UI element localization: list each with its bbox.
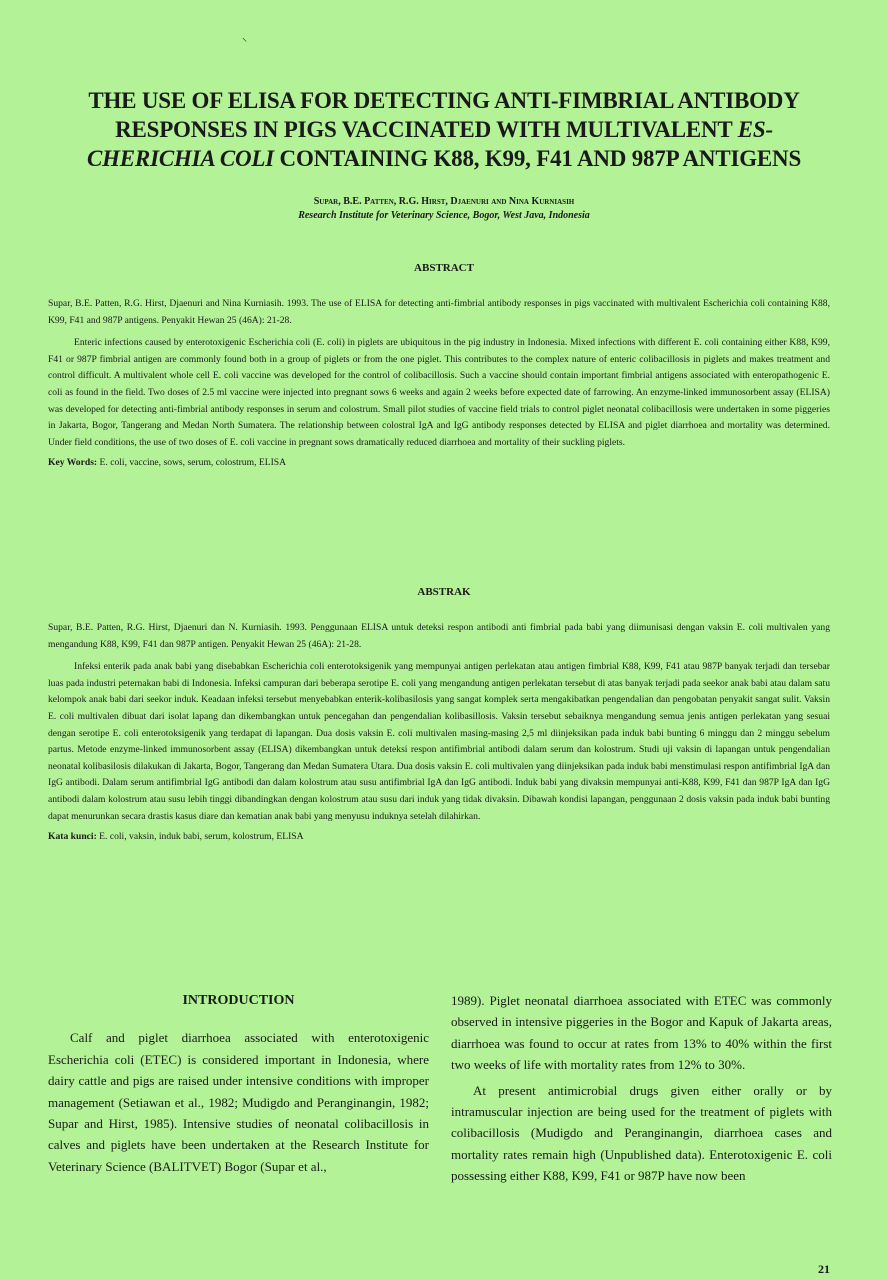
- title-line-3-italic: CHERICHIA COLI: [86, 146, 274, 171]
- abstract-body: Enteric infections caused by enterotoxigenic Escherichia coli (E. coli) in piglets are ubiquitous in the pig industry in Indonesia. Mixed infections with different E. coli containing either K88, K99, F41 or 987P fimbrial antigen are commonly found both in a group of piglets or from the one piglet. This contributes to the complex nature of enteric colibacillosis in piglets and makes treatment and control difficult. A multivalent whole cell E. coli vaccine was developed for the control of colibacillosis. Such a vaccine should contain important fimbrial antigens associated with enteropathogenic E. coli as found in the field. Two doses of 2.5 ml vaccine were injected into pregnant sows 6 weeks and again 2 weeks before expected date of farrowing. An enzyme-linked immunosorbent assay (ELISA) was developed for detecting anti-fimbrial antibody responses in serum and colostrum. Small pilot studies of vaccine field trials to control piglet neonatal colibacillosis were undertaken in some piggeries in Jakarta, Bogor, Tangerang and Medan North Sumatera. The relationship between colostral IgA and IgG antibody responses detected by ELISA and piglet diarrhoea and mortality was determined. Under field conditions, the use of two doses of E. coli vaccine in pregnant sows dramatically reduced diarrhoea and mortality of their suckling piglets.: [48, 337, 830, 448]
- introduction-heading: INTRODUCTION: [182, 993, 295, 1008]
- kata-kunci-text: E. coli, vaksin, induk babi, serum, kolostrum, ELISA: [96, 831, 304, 843]
- intro-right-column: [451, 990, 832, 1187]
- kata-kunci-label: Kata kunci:: [48, 831, 97, 843]
- authors: Supar, B.E. Patten, R.G. Hirst, Djaenuri and Nina Kurniasih: [313, 196, 575, 207]
- keywords-text: E. coli, vaccine, sows, serum, colostrum, ELISA: [97, 457, 287, 469]
- abstrak-citation: Supar, B.E. Patten, R.G. Hirst, Djaenuri dan N. Kurniasih. 1993. Penggunaan ELISA untuk deteksi respon antibodi anti fimbrial pada babi yang diimunisasi dengan vaksin E. coli multivalen yang mengandung K88, K99, F41 dan 987P antigen. Penyakit Hewan 25 (46A): 21-28.: [48, 622, 830, 650]
- title-line-2-text: RESPONSES IN PIGS VACCINATED WITH MULTIVALENT: [115, 117, 738, 142]
- intro-paragraph-1: Calf and piglet diarrhoea associated with enterotoxigenic Escherichia coli (ETEC) is considered important in Indonesia, where dairy cattle and pigs are raised under intensive conditions with improper management (Setiawan et al., 1982; Mudigdo and Peranginangin, 1982; Supar and Hirst, 1985). Intensive studies of neonatal colibacillosis in calves and piglets have been undertaken at the Research Institute for Veterinary Science (BALITVET) Bogor (Supar et al.,: [48, 1030, 429, 1174]
- abstract-citation: Supar, B.E. Patten, R.G. Hirst, Djaenuri and Nina Kurniasih. 1993. The use of ELISA for detecting anti-fimbrial antibody responses in pigs vaccinated with multivalent Escherichia coli containing K88, K99, F41 and 987P antigens. Penyakit Hewan 25 (46A): 21-28.: [48, 298, 830, 326]
- title-line-2: [40, 115, 848, 144]
- intro-left-column: [48, 990, 429, 1177]
- abstract-heading: ABSTRACT: [414, 262, 474, 274]
- intro-paragraph-3: At present antimicrobial drugs given either orally or by intramuscular injection are being used for the treatment of piglets with colibacillosis (Mudigdo and Peranginangin, diarrhoea cases and mortality rates remain high (Unpublished data). Enterotoxigenic E. coli possessing either K88, K99, F41 or 987P have now been: [451, 1082, 832, 1184]
- abstrak-heading: ABSTRAK: [417, 586, 471, 598]
- abstrak-body: Infeksi enterik pada anak babi yang disebabkan Escherichia coli enterotoksigenik yang mempunyai antigen perlekatan atau antigen fimbrial K88, K99, F41 atau 987P banyak terjadi dan tersebar luas pada industri peternakan babi di Indonesia. Infeksi campuran dari beberapa serotipe E. coli yang mengandung antigen perlekatan tersebut di atas banyak terjadi pada seekor anak babi atau dalam satu kelompok anak babi dari seekor induk. Keadaan infeksi tersebut menyebabkan enterik-kolibasilosis yang sangat komplek serta mengakibatkan pengendalian dan pengobatan penyakit sangat sulit. Vaksin E. coli multivalen dibuat dari isolat lapang dan dikembangkan untuk pencegahan dan pengendalian kolibasillosis. Vaksin tersebut sebaiknya mengandung semua jenis antigen perlekatan yang sesuai dengan serotipe E. coli enterotoksigenik yang terdapat di lapangan. Dua dosis vaksin E. coli multivalen masing-masing 2,5 ml diinjeksikan pada induk babi bunting 6 minggu dan 2 minggu sebelum partus. Metode enzyme-linked immunosorbent assay (ELISA) dikembangkan untuk deteksi respon antifimbrial antibodi dalam serum dan kolostrum. Studi uji vaksin di lapangan untuk pengendalian neonatal kolibasilosis dilakukan di Jakarta, Bogor, Tangerang dan Medan Sumatera Utara. Dua dosis vaksin E. coli multivalen yang diinjeksikan pada induk babi menstimulasi respon antifimbrial IgA dan IgG antibodi. Dalam serum antifimbrial IgG antibodi dan dalam kolostrum atau susu antifimbrial IgA dan IgG antibodi. Induk babi yang divaksin mempunyai anti-K88, K99, F41 dan 987P IgA dan IgG antibodi dalam kolostrum atau susu lebih tinggi dibandingkan dengan kolostrum atau susu dari induk yang tidak divaksin. Dibawah kondisi lapangan, penggunaan 2 dosis vaksin pada induk babi bunting dapat menurunkan secara drastis kasus diare dan kematian anak babi yang menyusu induknya setelah dilahirkan.: [48, 661, 830, 822]
- abstract-keywords: [48, 455, 830, 472]
- title-line-3: [40, 144, 848, 173]
- intro-paragraph-2: 1989). Piglet neonatal diarrhoea associated with ETEC was commonly observed in intensive piggeries in the Bogor and Kapuk of Jakarta areas, diarrhoea was found to occur at rates from 13% to 40% within the first two weeks of life with mortality rates from 12% to 30%.: [451, 993, 832, 1073]
- scan-artifact: ⸌: [242, 37, 247, 48]
- affiliation: Research Institute for Veterinary Science, Bogor, West Java, Indonesia: [298, 210, 590, 221]
- abstrak-block: [48, 620, 830, 846]
- abstrak-keywords: [48, 829, 830, 846]
- abstract-block: [48, 296, 830, 472]
- title-line-2-italic: ES-: [737, 117, 773, 142]
- paper-title: [40, 86, 848, 173]
- page-number: 21: [818, 1262, 830, 1276]
- title-line-3-text: CONTAINING K88, K99, F41 AND 987P ANTIGENS: [273, 146, 802, 171]
- title-line-1: THE USE OF ELISA FOR DETECTING ANTI-FIMBRIAL ANTIBODY: [88, 88, 800, 113]
- keywords-label: Key Words:: [48, 457, 98, 469]
